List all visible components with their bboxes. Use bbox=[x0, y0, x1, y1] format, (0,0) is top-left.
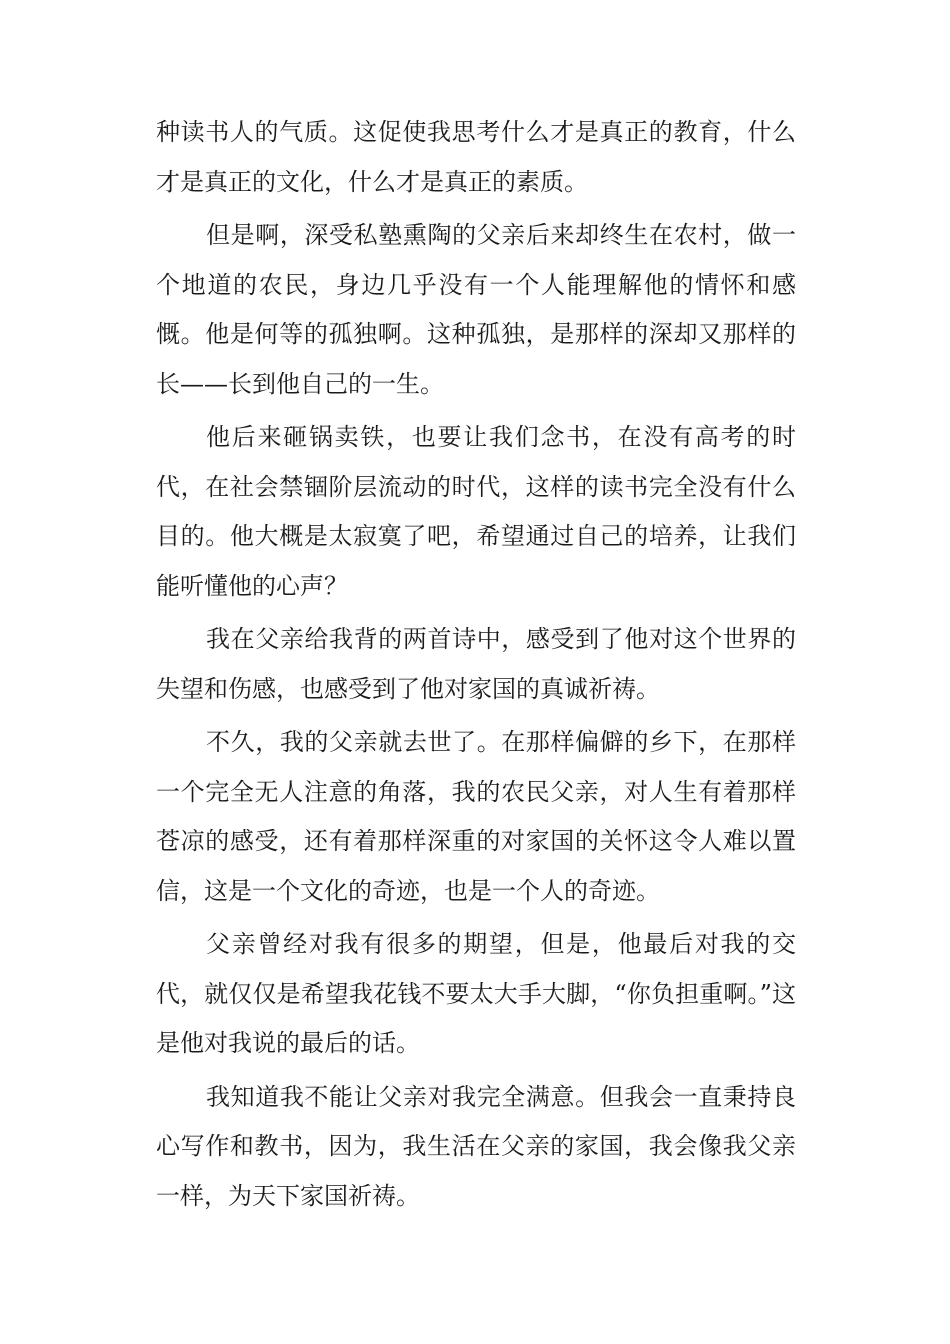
paragraph-4: 我在父亲给我背的两首诗中，感受到了他对这个世界的失望和伤感，也感受到了他对家国的真诚祈祷。 bbox=[156, 625, 796, 703]
paragraph-2: 但是啊，深受私塾熏陶的父亲后来却终生在农村，做一个地道的农民，身边几乎没有一个人能理解他的情怀和感慨。他是何等的孤独啊。这种孤独，是那样的深却又那样的长——长到他自己的一生。 bbox=[156, 221, 796, 398]
paragraph-3: 他后来砸锅卖铁，也要让我们念书，在没有高考的时代，在社会禁锢阶层流动的时代，这样的读书完全没有什么目的。他大概是太寂寞了吧，希望通过自己的培养，让我们能听懂他的心声？ bbox=[156, 423, 796, 600]
paragraph-5: 不久，我的父亲就去世了。在那样偏僻的乡下，在那样一个完全无人注意的角落，我的农民父亲，对人生有着那样苍凉的感受，还有着那样深重的对家国的关怀这令人难以置信，这是一个文化的奇迹，也是一个人的奇迹。 bbox=[156, 728, 796, 905]
paragraph-7: 我知道我不能让父亲对我完全满意。但我会一直秉持良心写作和教书，因为，我生活在父亲的家国，我会像我父亲一样，为天下家国祈祷。 bbox=[156, 1082, 796, 1210]
paragraph-6: 父亲曾经对我有很多的期望，但是，他最后对我的交代，就仅仅是希望我花钱不要太大手大脚，“你负担重啊。”这是他对我说的最后的话。 bbox=[156, 930, 796, 1057]
document-body bbox=[156, 108, 796, 1225]
paragraph-1: 种读书人的气质。这促使我思考什么才是真正的教育，什么才是真正的文化，什么才是真正的素质。 bbox=[156, 118, 796, 196]
